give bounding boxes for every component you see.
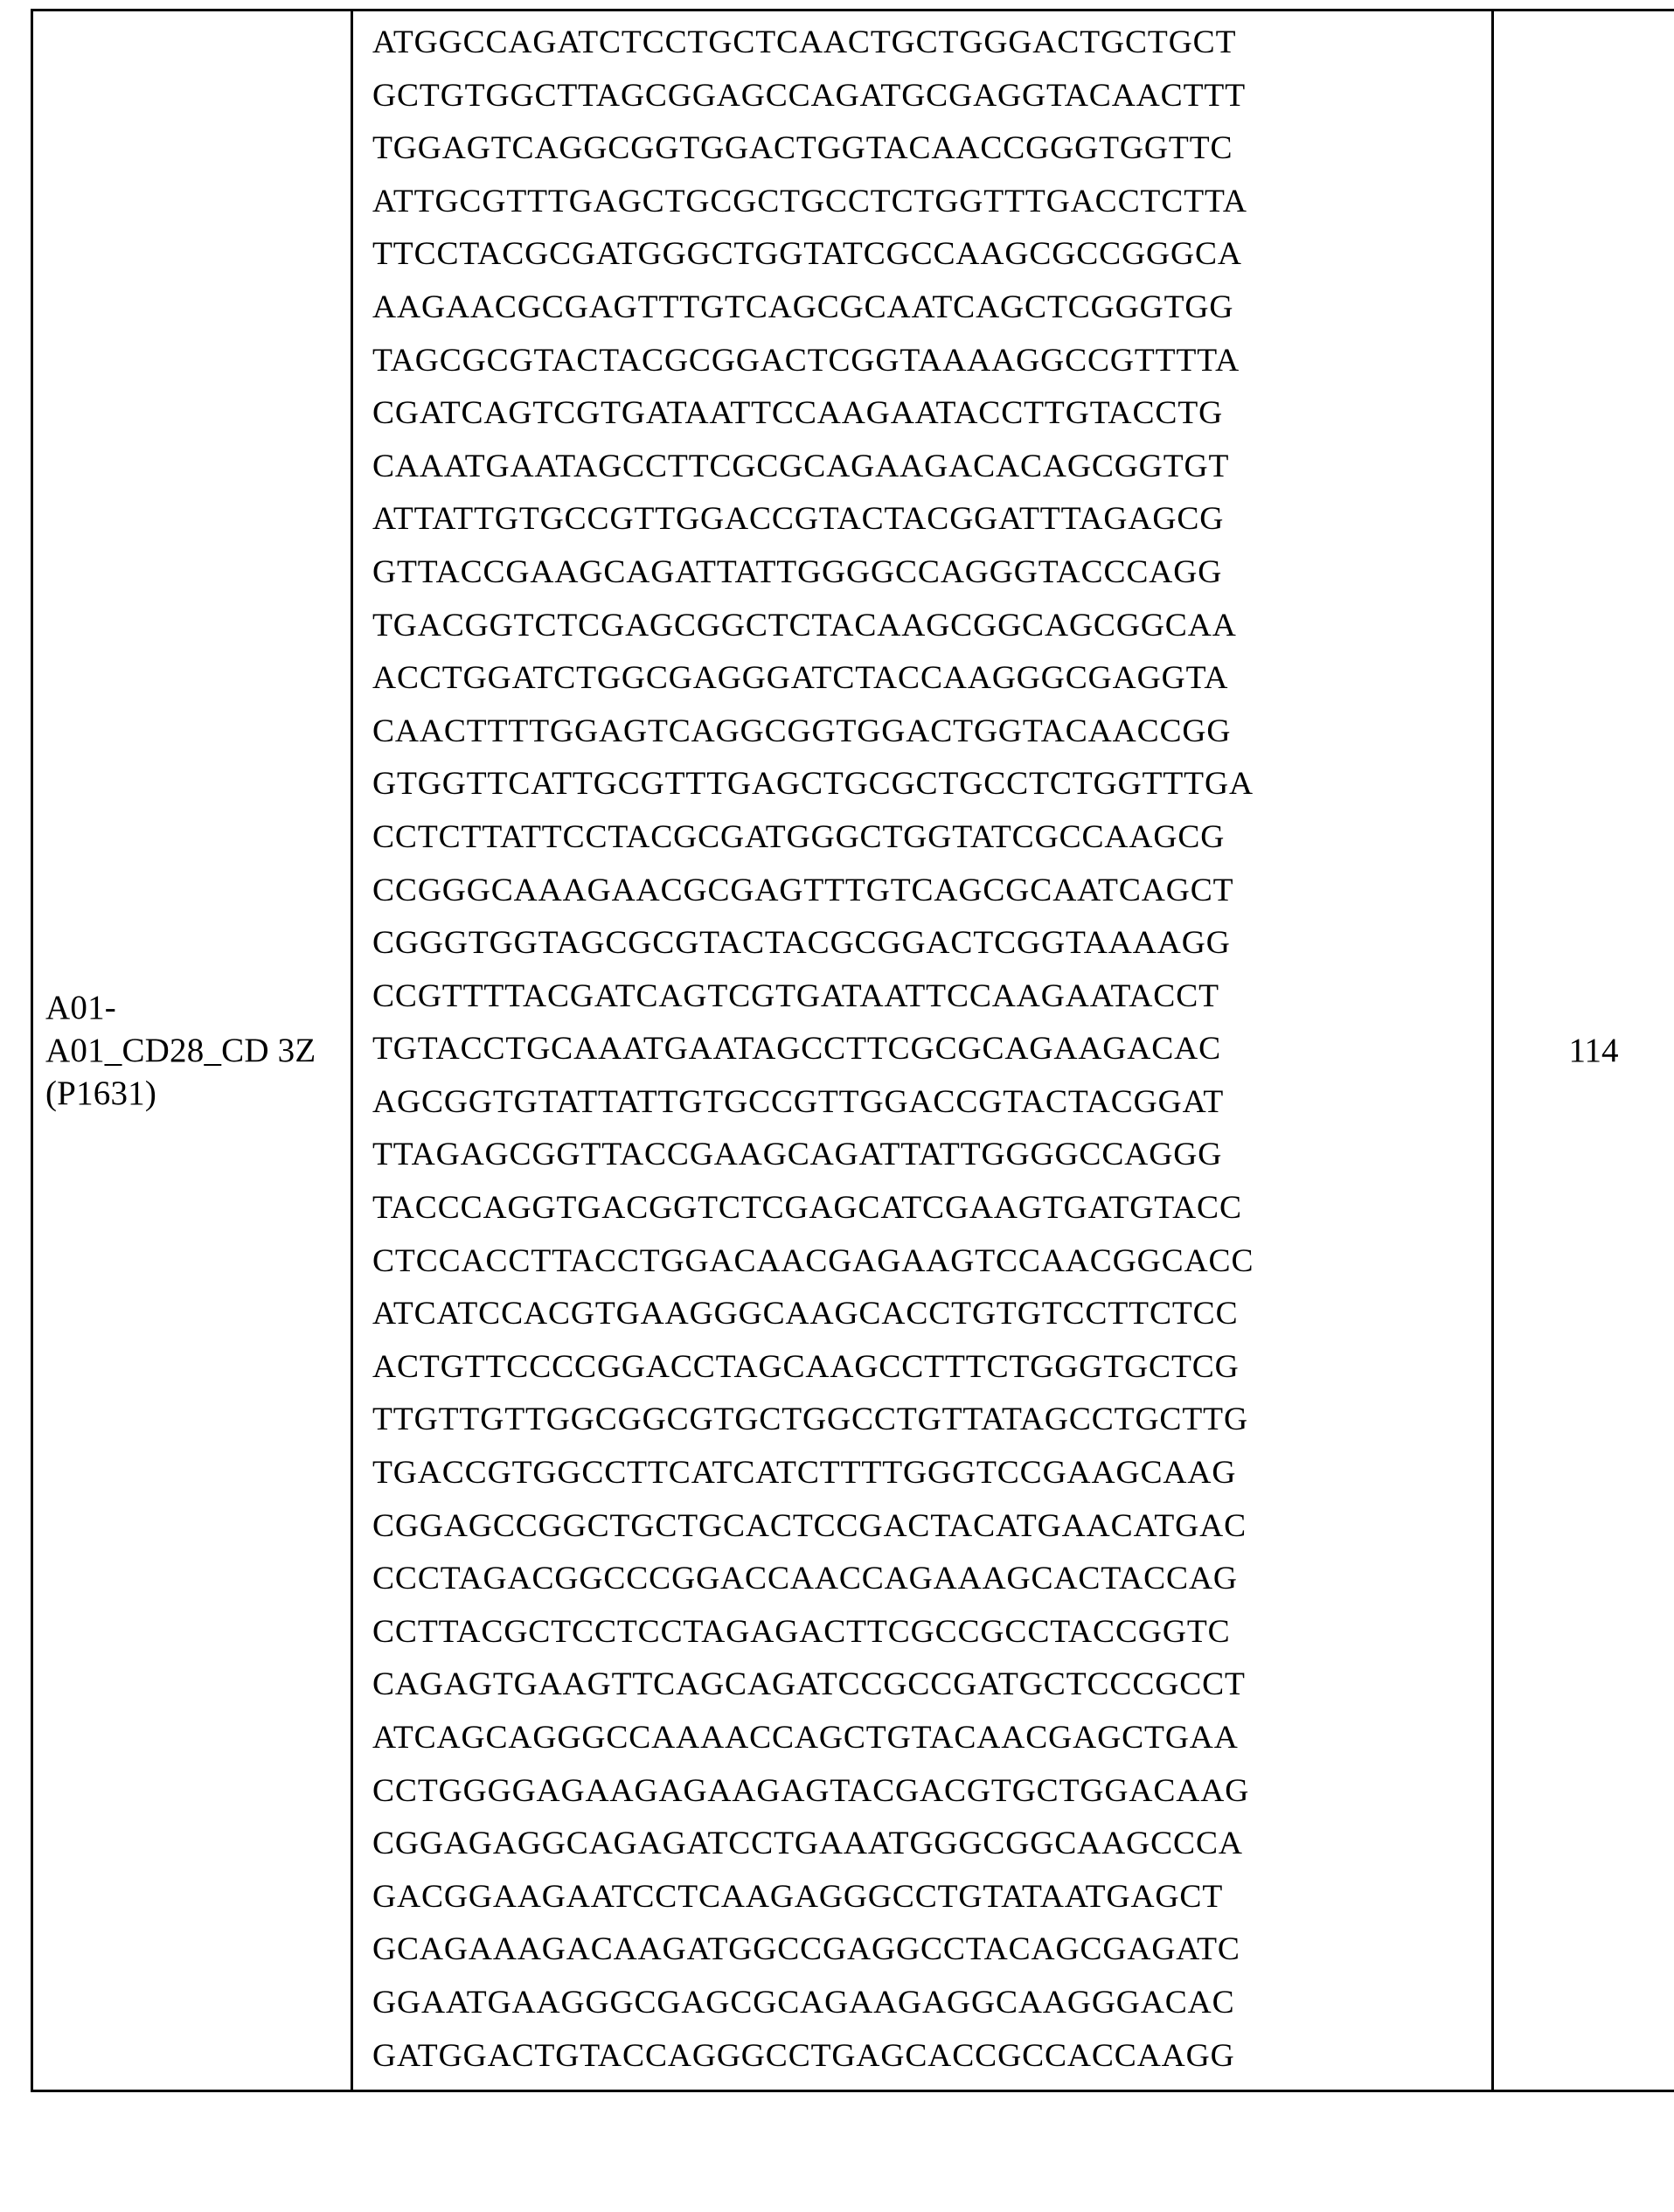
- construct-name-cell: [32, 10, 352, 2091]
- seq-id-cell: [1493, 10, 1674, 2091]
- sequence-table: [31, 9, 1674, 2092]
- seq-id-number: 114: [1568, 1032, 1619, 1070]
- sequence-cell: [352, 10, 1493, 2091]
- table-body: [32, 10, 1674, 2091]
- construct-name-text: A01- A01_CD28_CD 3Z (P1631): [45, 989, 316, 1113]
- table-row: [32, 10, 1674, 2091]
- sequence-text: ATGGCCAGATCTCCTGCTCAACTGCTGGGACTGCTGCT GCTGTGGCTTAGCGGAGCCAGATGCGAGGTACAACTTT TGGAGTCAGGCGGTGGACTGGTACAACCGGGTGGTTC ATTGCGTTTGAGCTGCGCTGCCTCTGGTTTGACCTCTTA TTCCTACGCGATGGGCTGGTATCGCCAAGCGCCGGGCA AAGAACGCGAGTTTGTCAGCGCAATCAGCTCGGGTGG TAGCGCGTACTACGCGGACTCGGTAAAAGGCCGTTTTA CGATCAGTCGTGATAATTCCAAGAATACCTTGTACCTG CAAATGAATAGCCTTCGCGCAGAAGACACAGCGGTGT ATTATTGTGCCGTTGGACCGTACTACGGATTTAGAGCG GTTACCGAAGCAGATTATTGGGGCCAGGGTACCCAGG TGACGGTCTCGAGCGGCTCTACAAGCGGCAGCGGCAA ACCTGGATCTGGCGAGGGATCTACCAAGGGCGAGGTA CAACTTTTGGAGTCAGGCGGTGGACTGGTACAACCGG GTGGTTCATTGCGTTTGAGCTGCGCTGCCTCTGGTTTGA CCTCTTATTCCTACGCGATGGGCTGGTATCGCCAAGCG CCGGGCAAAGAACGCGAGTTTGTCAGCGCAATCAGCT CGGGTGGTAGCGCGTACTACGCGGACTCGGTAAAAGG CCGTTTTACGATCAGTCGTGATAATTCCAAGAATACCT TGTACCTGCAAATGAATAGCCTTCGCGCAGAAGACAC AGCGGTGTATTATTGTGCCGTTGGACCGTACTACGGAT TTAGAGCGGTTACCGAAGCAGATTATTGGGGCCAGGG TACCCAGGTGACGGTCTCGAGCATCGAAGTGATGTACC CTCCACCTTACCTGGACAACGAGAAGTCCAACGGCACC ATCATCCACGTGAAGGGCAAGCACCTGTGTCCTTCTCC ACTGTTCCCCGGACCTAGCAAGCCTTTCTGGGTGCTCG TTGTTGTTGGCGGCGTGCTGGCCTGTTATAGCCTGCTTG TGACCGTGGCCTTCATCATCTTTTGGGTCCGAAGCAAG CGGAGCCGGCTGCTGCACTCCGACTACATGAACATGAC CCCTAGACGGCCCGGACCAACCAGAAAGCACTACCAG CCTTACGCTCCTCCTAGAGACTTCGCCGCCTACCGGTC CAGAGTGAAGTTCAGCAGATCCGCCGATGCTCCCGCCT ATCAGCAGGGCCAAAACCAGCTGTACAACGAGCTGAA CCTGGGGAGAAGAGAAGAGTACGACGTGCTGGACAAG CGGAGAGGCAGAGATCCTGAAATGGGCGGCAAGCCCA GACGGAAGAATCCTCAAGAGGGCCTGTATAATGAGCT GCAGAAAGACAAGATGGCCGAGGCCTACAGCGAGATC GGAATGAAGGGCGAGCGCAGAAGAGGCAAGGGACAC GATGGACTGTACCAGGGCCTGAGCACCGCCACCAAGG: [372, 24, 1254, 2074]
